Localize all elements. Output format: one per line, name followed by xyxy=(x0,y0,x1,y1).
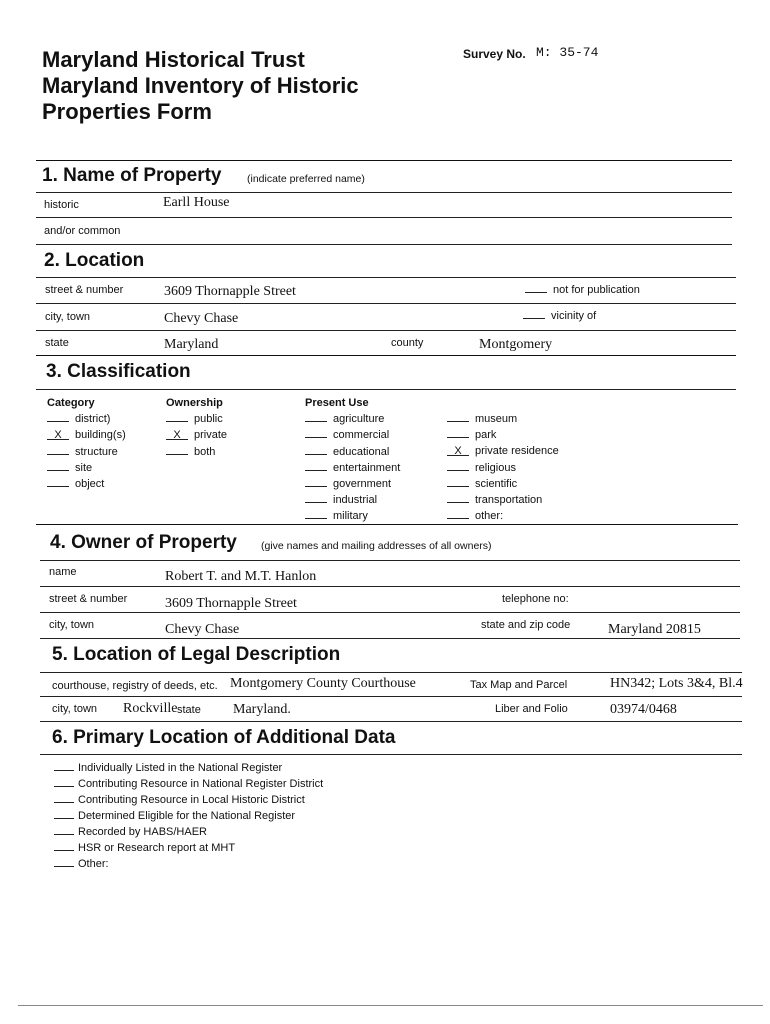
courthouse-value: Montgomery County Courthouse xyxy=(230,676,416,691)
present-use-item: industrial xyxy=(305,492,400,508)
list-item: Determined Eligible for the National Register xyxy=(54,808,323,824)
present-use-item: religious xyxy=(447,460,559,476)
title-line-1: Maryland Historical Trust xyxy=(42,47,305,72)
title-line-3: Properties Form xyxy=(42,99,212,124)
tax-map-label: Tax Map and Parcel xyxy=(470,679,568,691)
ownership-item: X private xyxy=(166,427,227,443)
liber-folio-label: Liber and Folio xyxy=(495,703,568,715)
county-value: Montgomery xyxy=(479,337,553,352)
form-title xyxy=(42,47,359,125)
historic-label: historic xyxy=(44,199,79,211)
present-use-item: agriculture xyxy=(305,411,400,427)
not-for-publication: not for publication xyxy=(525,284,640,296)
present-use-item: other: xyxy=(447,508,559,524)
category-column xyxy=(47,395,126,492)
city-value: Chevy Chase xyxy=(164,311,239,326)
category-item: object xyxy=(47,476,126,492)
present-use-item: museum xyxy=(447,411,559,427)
section-6-heading: 6. Primary Location of Additional Data xyxy=(52,727,396,748)
section-3-heading: 3. Classification xyxy=(46,361,191,382)
divider xyxy=(40,696,742,697)
divider xyxy=(36,355,736,356)
present-use-item: government xyxy=(305,476,400,492)
category-item: structure xyxy=(47,444,126,460)
present-use-item: educational xyxy=(305,444,400,460)
divider xyxy=(36,524,738,525)
section-2-heading: 2. Location xyxy=(44,250,145,271)
historic-value: Earll House xyxy=(163,195,230,210)
present-use-item: military xyxy=(305,508,400,524)
section-4-note: (give names and mailing addresses of all owners) xyxy=(261,540,492,552)
owner-name-label: name xyxy=(49,566,77,578)
present-use-item: commercial xyxy=(305,427,400,443)
divider xyxy=(36,330,736,331)
legal-state-label: state xyxy=(177,704,201,716)
checkbox-blank xyxy=(523,310,545,319)
divider xyxy=(36,389,736,390)
divider xyxy=(36,217,732,218)
present-use-item: X private residence xyxy=(447,443,559,459)
section-4-heading: 4. Owner of Property xyxy=(50,532,237,553)
present-use-column-1 xyxy=(305,395,400,525)
category-item: district) xyxy=(47,411,126,427)
present-use-item: entertainment xyxy=(305,460,400,476)
page-bottom-line xyxy=(18,1005,763,1006)
state-zip-label: state and zip code xyxy=(481,619,571,631)
tax-map-value: HN342; Lots 3&4, Bl.4 xyxy=(610,676,743,691)
section-5-heading: 5. Location of Legal Description xyxy=(52,644,341,665)
ownership-header: Ownership xyxy=(166,397,223,409)
county-label: county xyxy=(391,337,424,349)
present-use-column-2 xyxy=(447,411,559,524)
present-use-item: scientific xyxy=(447,476,559,492)
category-item: site xyxy=(47,460,126,476)
state-zip-value: Maryland 20815 xyxy=(608,622,701,637)
state-value: Maryland xyxy=(164,337,219,352)
owner-name-value: Robert T. and M.T. Hanlon xyxy=(165,569,317,584)
legal-city-value: Rockville xyxy=(123,701,178,716)
street-label: street & number xyxy=(45,284,124,296)
category-item: X building(s) xyxy=(47,427,126,443)
category-header: Category xyxy=(47,397,95,409)
common-label: and/or common xyxy=(44,225,121,237)
divider xyxy=(40,560,740,561)
additional-data-list xyxy=(54,760,323,872)
list-item: Contributing Resource in Local Historic District xyxy=(54,792,323,808)
ownership-item: both xyxy=(166,444,227,460)
survey-number-label: Survey No. xyxy=(463,47,526,61)
city-label: city, town xyxy=(45,311,91,323)
list-item: HSR or Research report at MHT xyxy=(54,840,323,856)
divider xyxy=(40,721,742,722)
divider xyxy=(40,586,740,587)
list-item: Recorded by HABS/HAER xyxy=(54,824,323,840)
section-1-note: (indicate preferred name) xyxy=(247,173,365,185)
ownership-item: public xyxy=(166,411,227,427)
divider xyxy=(40,612,740,613)
divider xyxy=(36,244,732,245)
section-1-heading: 1. Name of Property xyxy=(42,165,222,186)
divider xyxy=(36,303,736,304)
legal-state-value: Maryland. xyxy=(233,702,291,717)
telephone-label: telephone no: xyxy=(502,593,569,605)
divider xyxy=(40,754,742,755)
courthouse-label: courthouse, registry of deeds, etc. xyxy=(52,680,218,692)
liber-folio-value: 03974/0468 xyxy=(610,702,677,717)
divider xyxy=(40,638,740,639)
divider xyxy=(40,672,742,673)
present-use-header: Present Use xyxy=(305,397,369,409)
present-use-item: transportation xyxy=(447,492,559,508)
divider xyxy=(36,277,736,278)
state-label: state xyxy=(45,337,69,349)
ownership-column xyxy=(166,395,227,460)
survey-number-value: M: 35-74 xyxy=(536,45,599,60)
vicinity-of: vicinity of xyxy=(523,310,596,322)
list-item: Individually Listed in the National Register xyxy=(54,760,323,776)
street-value: 3609 Thornapple Street xyxy=(164,284,296,299)
title-line-2: Maryland Inventory of Historic xyxy=(42,73,359,98)
owner-city-value: Chevy Chase xyxy=(165,622,240,637)
list-item: Other: xyxy=(54,856,323,872)
divider xyxy=(36,192,732,193)
list-item: Contributing Resource in National Register District xyxy=(54,776,323,792)
checkbox-blank xyxy=(525,284,547,293)
legal-city-label: city, town xyxy=(52,703,98,715)
owner-street-label: street & number xyxy=(49,593,128,605)
owner-city-label: city, town xyxy=(49,619,95,631)
divider xyxy=(36,160,732,161)
present-use-item: park xyxy=(447,427,559,443)
owner-street-value: 3609 Thornapple Street xyxy=(165,596,297,611)
